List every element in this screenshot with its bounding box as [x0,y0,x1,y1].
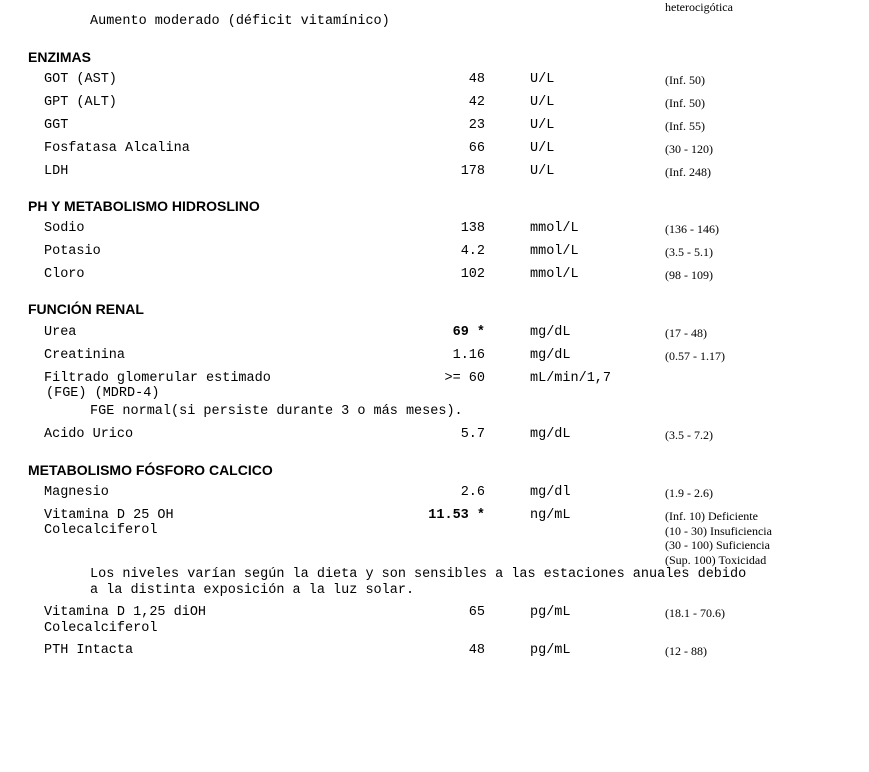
test-value: 48 [468,72,485,87]
test-name: Potasio [44,244,101,259]
test-unit: mg/dL [530,348,571,363]
test-value: 102 [460,267,485,282]
test-name: Creatinina [44,348,126,363]
test-name: Magnesio [44,485,109,500]
test-unit: pg/mL [530,643,571,658]
test-unit: mmol/L [530,267,579,282]
test-value-flagged: 69 * [452,325,485,340]
test-name: Filtrado glomerular estimado [44,371,271,386]
section-title-fosforo: METABOLISMO FÓSFORO CALCICO [28,462,273,478]
test-ref-line: (Inf. 10) Deficiente [665,509,758,523]
test-ref: (136 - 146) [665,222,719,236]
test-ref: (12 - 88) [665,644,707,658]
test-name-cont: Colecalciferol [44,523,158,538]
test-ref: (17 - 48) [665,326,707,340]
test-value: 2.6 [460,485,485,500]
test-unit: U/L [530,164,555,179]
test-unit: U/L [530,118,555,133]
test-unit: mg/dl [530,485,571,500]
test-ref-line: (30 - 100) Suficiencia [665,538,770,552]
test-ref: (Inf. 50) [665,96,705,110]
test-ref: (3.5 - 5.1) [665,245,713,259]
section-note: FGE normal(si persiste durante 3 o más meses). [90,404,463,419]
test-name: GOT (AST) [44,72,117,87]
test-name: Sodio [44,221,85,236]
test-name: GGT [44,118,69,133]
test-value: 138 [460,221,485,236]
test-name: Urea [44,325,77,340]
top-ref-fragment: heterocigótica [665,0,733,14]
test-unit: mL/min/1,7 [530,371,612,386]
test-ref: (18.1 - 70.6) [665,606,725,620]
test-name: Vitamina D 1,25 diOH [44,605,207,620]
test-value: 65 [468,605,485,620]
test-name: GPT (ALT) [44,95,117,110]
test-unit: mmol/L [530,244,579,259]
test-ref: (1.9 - 2.6) [665,486,713,500]
test-value: >= 60 [444,371,485,386]
test-value: 42 [468,95,485,110]
test-ref-line: (10 - 30) Insuficiencia [665,523,772,538]
test-name-cont: Colecalciferol [44,621,158,636]
test-unit: U/L [530,72,555,87]
test-ref-line: (Sup. 100) Toxicidad [665,552,767,567]
test-value: 5.7 [460,427,485,442]
test-value: 4.2 [460,244,485,259]
test-name: Acido Urico [44,427,134,442]
test-unit: U/L [530,95,555,110]
section-note-line: Los niveles varían según la dieta y son sensibles a las estaciones anuales debido [90,567,747,582]
test-name-cont: (FGE) (MDRD-4) [46,386,160,401]
test-ref: (30 - 120) [665,142,713,156]
test-value-flagged: 11.53 * [428,508,485,523]
section-note-line: a la distinta exposición a la luz solar. [90,583,415,598]
test-name: Fosfatasa Alcalina [44,141,190,156]
section-title-ph: PH Y METABOLISMO HIDROSLINO [28,198,260,214]
test-unit: mg/dL [530,427,571,442]
test-ref: (3.5 - 7.2) [665,428,713,442]
test-unit: mmol/L [530,221,579,236]
test-value: 48 [468,643,485,658]
section-title-renal: FUNCIÓN RENAL [28,301,144,317]
test-ref: (0.57 - 1.17) [665,349,725,363]
test-ref: (Inf. 55) [665,119,705,133]
test-unit: ng/mL [530,508,571,523]
test-ref: (Inf. 50) [665,73,705,87]
test-value: 1.16 [452,348,485,363]
top-note: Aumento moderado (déficit vitamínico) [90,14,390,29]
test-name: PTH Intacta [44,643,134,658]
test-unit: pg/mL [530,605,571,620]
section-title-enzimas: ENZIMAS [28,49,91,65]
test-unit: U/L [530,141,555,156]
test-unit: mg/dL [530,325,571,340]
test-ref: (Inf. 248) [665,165,711,179]
test-value: 23 [468,118,485,133]
test-name: LDH [44,164,69,179]
test-ref: (98 - 109) [665,268,713,282]
test-name: Cloro [44,267,85,282]
test-value: 66 [468,141,485,156]
test-value: 178 [460,164,485,179]
test-name: Vitamina D 25 OH [44,508,174,523]
